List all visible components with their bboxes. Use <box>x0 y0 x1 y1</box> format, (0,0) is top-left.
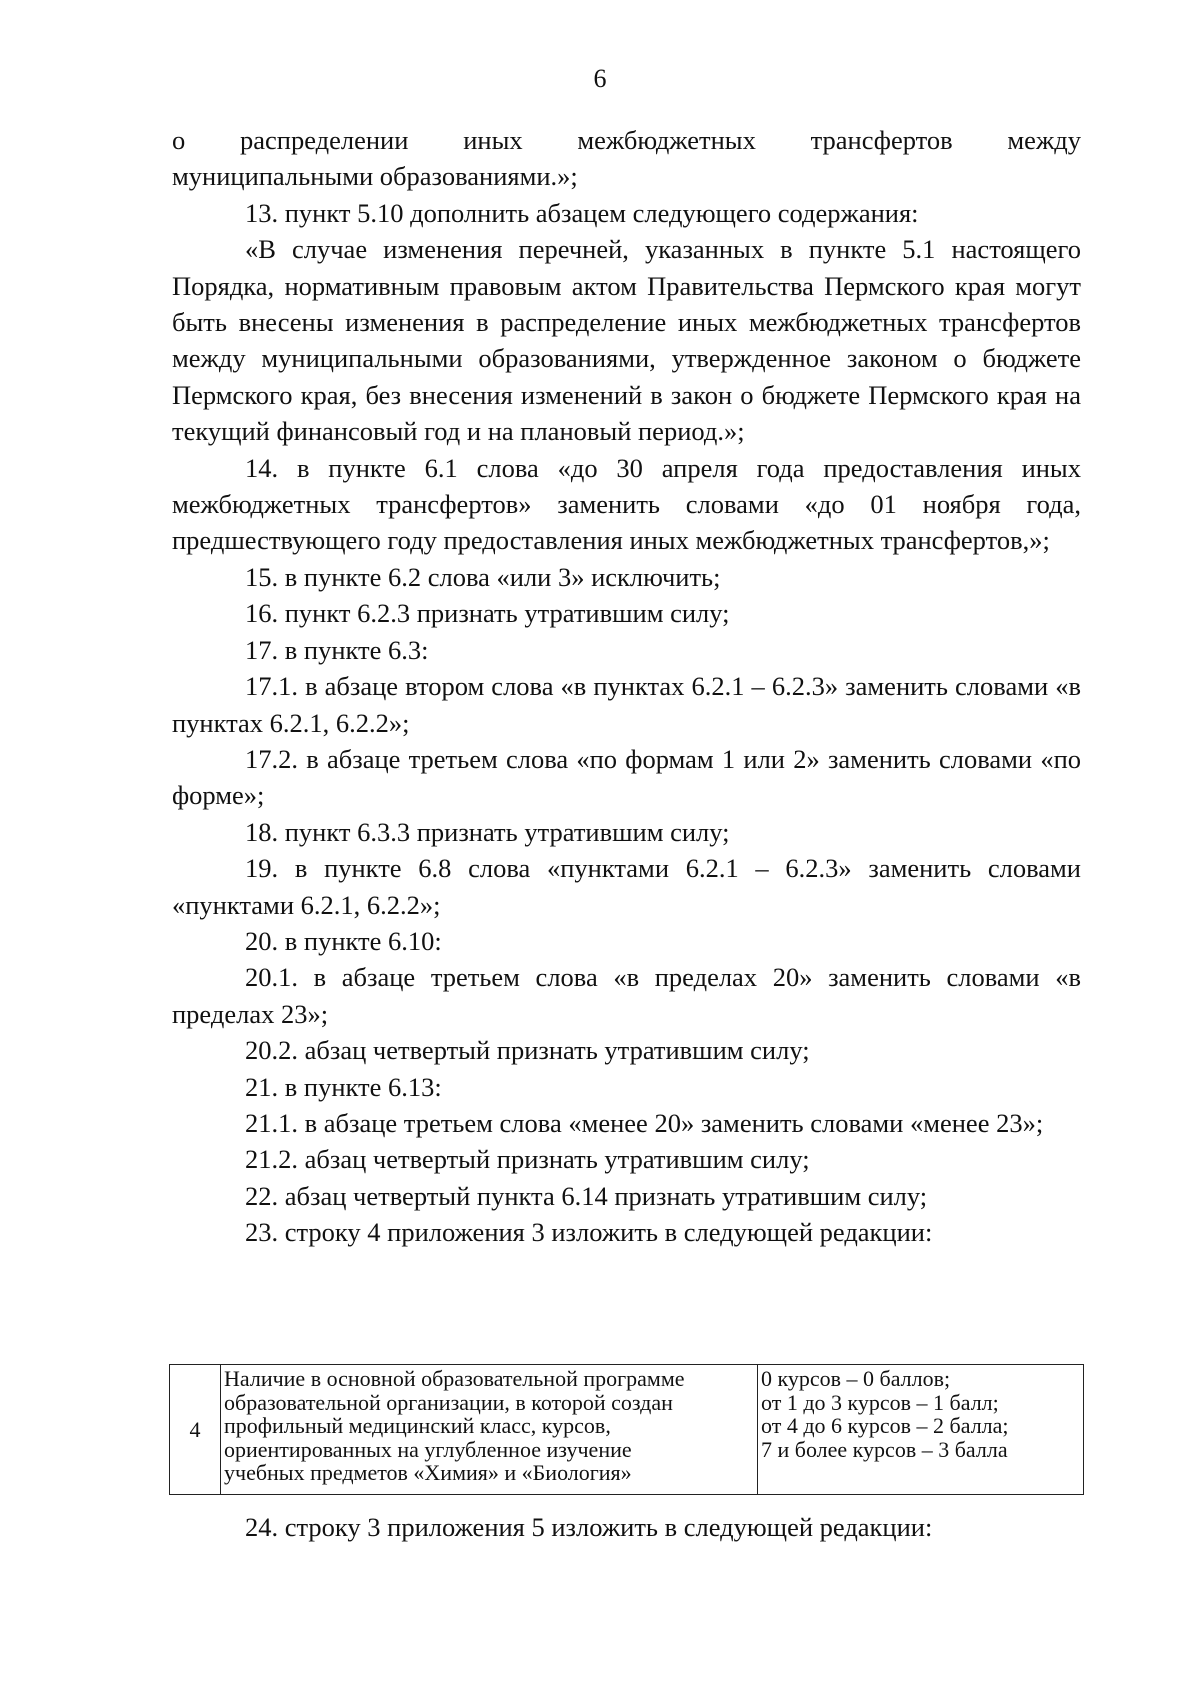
paragraph-item-13: 13. пункт 5.10 дополнить абзацем следующего содержания: <box>245 197 919 228</box>
paragraph-item-17-1: 17.1. в абзаце втором слова «в пунктах 6.2.1 – 6.2.3» заменить словами «в пунктах 6.2.1, 6.2.2»; <box>172 671 1081 738</box>
score-cell <box>758 1365 1084 1495</box>
paragraph-item-14: 14. в пункте 6.1 слова «до 30 апреля года предоставления иных межбюджетных трансфертов» заменить словами «до 01 ноября года, предшествующего году предоставления иных межбюджетных трансфертов,»; <box>172 452 1081 556</box>
row-number-cell: 4 <box>170 1365 221 1495</box>
paragraph-item-17: 17. в пункте 6.3: <box>245 634 429 665</box>
score-line: от 4 до 6 курсов – 2 балла; <box>761 1413 1009 1438</box>
paragraph-item-22: 22. абзац четвертый пункта 6.14 признать утратившим силу; <box>245 1180 928 1211</box>
appendix-3-row-table <box>169 1364 1084 1495</box>
paragraph-item-20: 20. в пункте 6.10: <box>245 925 442 956</box>
page-number: 6 <box>593 64 607 93</box>
criterion-line: Наличие в основной образовательной программе <box>224 1366 685 1391</box>
paragraph-continuation-2: муниципальными образованиями.»; <box>172 161 578 192</box>
paragraph-item-15: 15. в пункте 6.2 слова «или 3» исключить; <box>245 561 721 592</box>
paragraph-quote-5-10: «В случае изменения перечней, указанных в пункте 5.1 настоящего Порядка, нормативным правовым актом Правительства Пермского края могут быть внесены изменения в распределение иных межбюджетных трансфертов между муниципальными образованиями, утвержденное законом о бюджете Пермского края, без внесения изменений в закон о бюджете Пермского края на текущий финансовый год и на плановый период.»; <box>172 234 1081 447</box>
criterion-line: ориентированных на углубленное изучение <box>224 1436 632 1462</box>
document-body-continued <box>172 1509 1081 1545</box>
paragraph-item-18: 18. пункт 6.3.3 признать утратившим силу; <box>245 816 730 847</box>
paragraph-item-19: 19. в пункте 6.8 слова «пунктами 6.2.1 – 6.2.3» заменить словами «пунктами 6.2.1, 6.2.2»; <box>172 853 1081 920</box>
score-line: от 1 до 3 курсов – 1 балл; <box>761 1389 999 1415</box>
paragraph-item-20-1: 20.1. в абзаце третьем слова «в пределах 20» заменить словами «в пределах 23»; <box>172 962 1081 1029</box>
paragraph-item-24: 24. строку 3 приложения 5 изложить в следующей редакции: <box>245 1512 933 1542</box>
document-body <box>172 122 1081 1251</box>
paragraph-continuation-1: о распределении иных межбюджетных трансфертов между <box>172 125 1081 155</box>
paragraph-item-20-2: 20.2. абзац четвертый признать утратившим силу; <box>245 1035 810 1066</box>
paragraph-item-21-1: 21.1. в абзаце третьем слова «менее 20» заменить словами «менее 23»; <box>245 1107 1044 1138</box>
table-row <box>170 1365 1084 1495</box>
criterion-line: образовательной организации, в которой создан <box>224 1389 673 1415</box>
paragraph-item-17-2: 17.2. в абзаце третьем слова «по формам 1 или 2» заменить словами «по форме»; <box>172 743 1081 811</box>
criterion-cell <box>221 1365 758 1495</box>
paragraph-item-21-2: 21.2. абзац четвертый признать утратившим силу; <box>245 1144 810 1175</box>
criterion-line: учебных предметов «Химия» и «Биология» <box>224 1460 632 1485</box>
score-line: 0 курсов – 0 баллов; <box>761 1366 951 1391</box>
criterion-line: профильный медицинский класс, курсов, <box>224 1413 611 1438</box>
score-line: 7 и более курсов – 3 балла <box>761 1436 1008 1462</box>
paragraph-item-23: 23. строку 4 приложения 3 изложить в следующей редакции: <box>245 1217 933 1248</box>
paragraph-item-16: 16. пункт 6.2.3 признать утратившим силу; <box>245 598 730 629</box>
paragraph-item-21: 21. в пункте 6.13: <box>245 1071 442 1102</box>
